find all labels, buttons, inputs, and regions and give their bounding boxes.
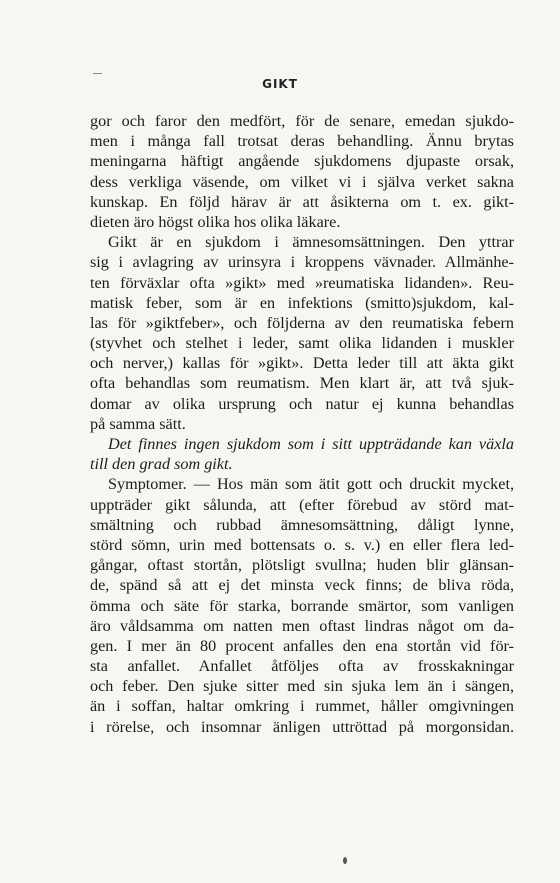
text-line: ten förväxlar ofta »gikt» med »reumatiska lidanden». Reu- [90,273,514,292]
text-line: kunskap. En följd härav är att åsikterna om t. ex. gikt- [90,192,514,211]
text-line: meningarna häftigt angående sjukdomens djupaste orsak, [90,152,514,171]
text-line: till den grad som gikt. [90,455,233,474]
text-line: gångar, oftast stortån, plötsligt svullna; huden blir glänsan- [90,556,514,575]
text-line: (styvhet och stelhet i leder, samt olika lidanden i muskler [90,334,514,353]
ink-speck [93,73,102,74]
text-line: gen. I mer än 80 procent anfalles den ena stortån vid för- [90,636,514,655]
text-line: ofta behandlas som reumatism. Men klart är, att två sjuk- [90,374,514,393]
text-line: smältning och rubbad ämnesomsättning, dåligt lynne, [90,515,514,534]
body-text [90,111,514,737]
text-line: störd sömn, urin med bottensats o. s. v.) en eller flera led- [90,535,514,554]
running-header: GIKT [262,77,298,91]
text-line: domar av olika ursprung och natur ej kunna behandlas [90,394,514,413]
text-line: än i soffan, haltar omkring i rummet, håller omgivningen [90,697,514,716]
text-line: Symptomer. — Hos män som ätit gott och druckit mycket, [108,475,514,494]
text-line: och nerver,) kallas för »gikt». Detta leder till att äkta gikt [90,354,514,373]
ink-speck [343,857,347,864]
text-line: de, spänd så att ej det minsta veck finns; de bliva röda, [90,576,514,595]
text-line: och feber. Den sjuke sitter med sin sjuka lem än i sängen, [90,677,514,696]
text-line: dess verkliga väsende, om vilket vi i själva verket sakna [90,172,514,191]
text-line: sta anfallet. Anfallet åtföljes ofta av frosskakningar [90,657,514,676]
text-line: äro våldsamma om natten men oftast lindras något om da- [90,616,514,635]
text-line: i rörelse, och insomnar änligen uttröttad på morgonsidan. [90,717,514,736]
text-line: Det finnes ingen sjukdom som i sitt uppträdande kan växla [108,435,514,453]
text-line: men i många fall trotsat deras behandling. Ännu brytas [90,132,514,151]
text-line: gor och faror den medfört, för de senare, emedan sjukdo- [90,112,514,130]
text-line: uppträder gikt sålunda, att (efter förebud av störd mat- [90,495,514,514]
text-line: matisk feber, som är en infektions (smitto)sjukdom, kal- [90,293,514,312]
text-line: Gikt är en sjukdom i ämnesomsättningen. Den yttrar [108,233,514,252]
text-line: sig i avlagring av urinsyra i kroppens vävnader. Allmänhe- [90,253,514,272]
text-line: på samma sätt. [90,414,186,433]
text-line: las för »giktfeber», och följderna av den reumatiska febern [90,313,514,332]
text-line: dieten äro högst olika hos olika läkare. [90,212,341,231]
text-line: ömma och säte för starka, borrande smärtor, som vanligen [90,596,514,615]
